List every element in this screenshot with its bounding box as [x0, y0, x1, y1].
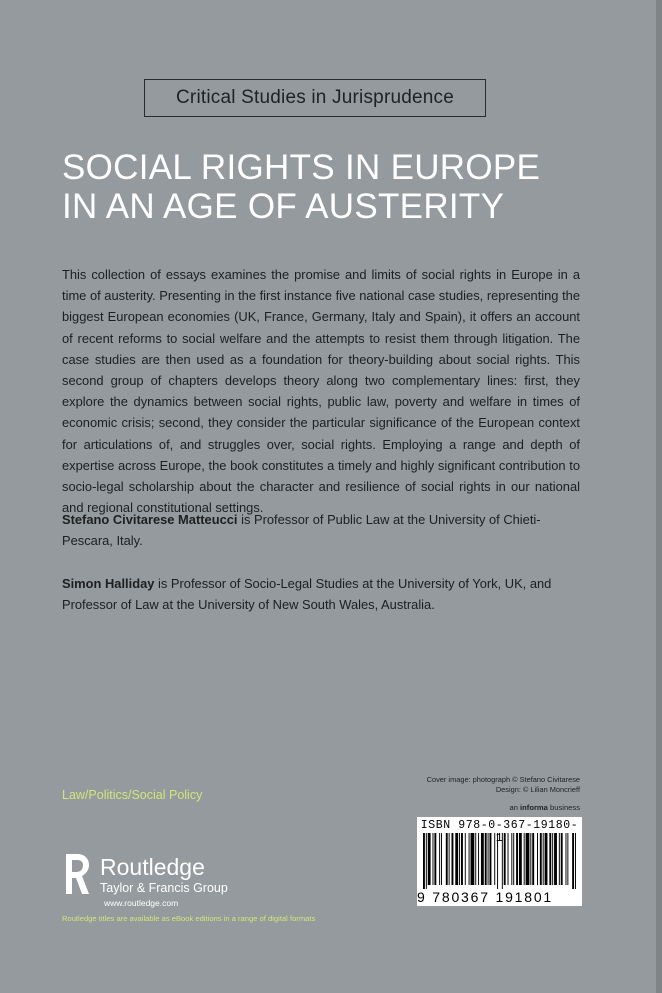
author-bio-text-1: is Professor of Public Law at the University of Chieti-Pescara, Italy.	[62, 512, 541, 549]
barcode-bar	[481, 833, 484, 885]
ebook-note: Routledge titles are available as eBook editions in a range of digital formats	[62, 914, 316, 923]
author-bio-text-2: is Professor of Socio-Legal Studies at the University of York, UK, and Professor of Law at the University of New South Wales, Australia.	[62, 576, 552, 613]
barcode-bar	[459, 833, 460, 885]
barcode-bar	[530, 833, 531, 885]
barcode-bar	[455, 833, 458, 885]
barcode-bar	[461, 833, 463, 885]
barcode-bar	[524, 833, 525, 885]
informa-brand: informa	[520, 803, 548, 812]
barcode-bar	[441, 833, 442, 885]
barcode-bar	[543, 833, 544, 885]
barcode-bar	[465, 833, 466, 885]
barcode-bar	[566, 833, 567, 885]
barcode-bar	[497, 833, 498, 889]
isbn-label: ISBN 978-0-367-19180-1	[420, 819, 579, 845]
barcode-bar	[469, 833, 470, 885]
barcode-bar	[504, 833, 506, 885]
barcode-bar	[471, 833, 475, 885]
barcode-bar	[545, 833, 548, 885]
barcode-bar	[423, 833, 425, 889]
barcode-bar	[561, 833, 563, 885]
barcode-bar	[540, 833, 542, 885]
barcode-bar	[439, 833, 440, 885]
barcode-bar	[502, 833, 503, 889]
barcode-bar	[488, 833, 489, 885]
barcode-bar	[490, 833, 492, 885]
barcode-bar	[446, 833, 448, 885]
author-bio-1	[62, 509, 582, 551]
barcode-bar	[475, 833, 476, 885]
barcode-bar	[537, 833, 538, 885]
barcode-bar	[552, 833, 553, 885]
barcode-bar	[508, 833, 509, 885]
barcode-bar	[532, 833, 534, 885]
informa-suffix: business	[547, 803, 580, 812]
barcode-bar	[526, 833, 530, 885]
ean-digits: 9 780367 191801	[417, 889, 553, 905]
routledge-logo-icon	[62, 850, 92, 898]
author-name-2: Simon Halliday	[62, 576, 155, 591]
author-name-1: Stefano Civitarese Matteucci	[62, 512, 238, 527]
informa-business-tag	[470, 803, 580, 812]
barcode-bar	[511, 833, 512, 885]
publisher-name: Routledge	[100, 854, 205, 880]
barcode-bar	[494, 833, 495, 885]
barcode-bar	[516, 833, 518, 885]
barcode-bar	[559, 833, 560, 885]
book-title	[62, 148, 622, 226]
barcode-bar	[485, 833, 487, 885]
publisher-group: Taylor & Francis Group	[100, 881, 228, 895]
barcode-bar	[428, 833, 431, 885]
barcode-bar	[549, 833, 551, 885]
informa-prefix: an	[509, 803, 521, 812]
book-title-line-2: IN AN AGE OF AUSTERITY	[62, 187, 505, 226]
barcode-bar	[449, 833, 450, 885]
cover-edge-shadow	[656, 0, 662, 993]
subject-category: Law/Politics/Social Policy	[62, 788, 203, 802]
barcode-bar	[452, 833, 454, 885]
series-label: Critical Studies in Jurisprudence	[144, 79, 486, 117]
barcode-bars	[423, 833, 576, 889]
isbn-barcode	[417, 817, 582, 906]
author-bio-2	[62, 573, 582, 615]
image-credits	[390, 775, 580, 795]
publisher-url[interactable]: www.routledge.com	[104, 898, 179, 908]
barcode-bar	[513, 833, 514, 885]
barcode-bar	[575, 833, 576, 889]
barcode-bar	[433, 833, 434, 885]
barcode-bar	[554, 833, 557, 885]
barcode-bar	[426, 833, 427, 889]
barcode-bar	[434, 833, 436, 885]
barcode-bar	[478, 833, 479, 885]
barcode-bar	[519, 833, 522, 885]
book-title-line-1: SOCIAL RIGHTS IN EUROPE	[62, 148, 541, 187]
publisher-logo	[62, 848, 282, 910]
cover-credit: Cover image: photograph © Stefano Civitarese	[426, 775, 580, 784]
design-credit: Design: © Lilian Moncrieff	[495, 785, 580, 794]
barcode-bar	[572, 833, 574, 889]
book-description: This collection of essays examines the promise and limits of social rights in Europe in a time of austerity. Presenting in the first instance five national case studies, representing the biggest European economies (UK, France, Germany, Italy and Spain), it offers an account of recent reforms to social welfare and the attempts to resist them through litigation. The case studies are then used as a foundation for theory-building about social rights. This second group of chapters develops theory along two complementary lines: first, they explore the dynamics between social rights, public law, poverty and welfare in times of economic crisis; second, they consider the particular significance of the European context for articulations of, and struggles over, social rights. Employing a range and depth of expertise across Europe, the book constitutes a timely and highly significant contribution to socio-legal scholarship about the character and resilience of social rights in our national and regional constitutional settings.	[62, 267, 580, 516]
barcode-bar	[567, 833, 568, 885]
